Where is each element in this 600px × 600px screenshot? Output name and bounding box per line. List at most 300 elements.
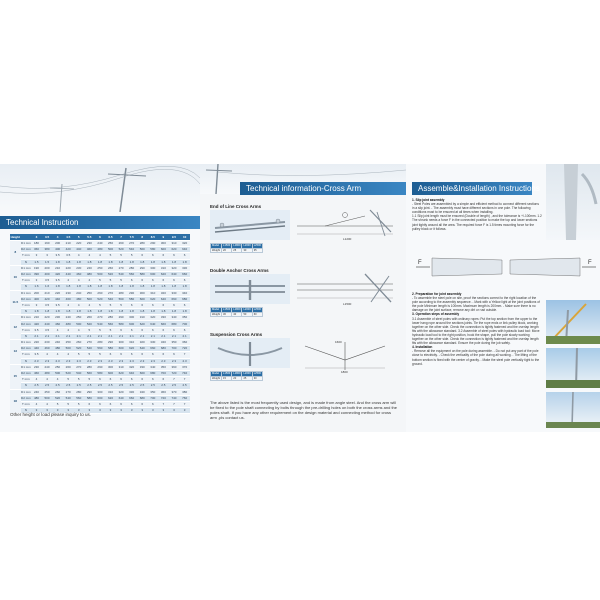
table-cell: 320 [126, 364, 137, 370]
table-cell: 600 [95, 395, 106, 401]
table-cell: 300 [158, 241, 169, 247]
table-column-header: 9 [158, 234, 169, 241]
table-column-header: 7 [116, 234, 127, 241]
double-anchor-weight-table: Model L1500 L1800 L2000 L2500 Weight 30 40 50 60 [212, 308, 261, 316]
table-cell: 660 [179, 271, 190, 277]
table-cell: 4 [84, 302, 95, 308]
table-cell: 1.8 [52, 259, 63, 265]
table-cell: 3.5 [63, 253, 74, 259]
technical-instruction-panel [0, 164, 200, 432]
table-cell: 1.8 [148, 284, 159, 290]
table-cell: 700 [158, 370, 169, 376]
table-cell: 260 [84, 315, 95, 321]
table-cell: 6 [95, 401, 106, 407]
table-cell: 1.8 [105, 259, 116, 265]
table-cell: 4 [31, 401, 42, 407]
table-cell: 3.5 [31, 352, 42, 358]
table-cell: 360 [158, 389, 169, 395]
height-group-cell: 15 [10, 364, 21, 389]
table-cell: 2.5 [126, 383, 137, 389]
table-cell: 440 [42, 321, 53, 327]
table-cell: 400 [42, 271, 53, 277]
table-cell: 2.1 [137, 333, 148, 339]
suspension-weight-table: Model L1500 L1800 L2000 L2500 Weight 15 20 25 30 [212, 372, 261, 380]
table-cell: 4 [42, 377, 53, 383]
table-cell: 310 [137, 315, 148, 321]
table-cell: 2.5 [169, 383, 180, 389]
table-column-header: Height [10, 234, 20, 239]
table-cell: 230 [73, 265, 84, 271]
table-cell: 5 [116, 253, 127, 259]
table-cell: 260 [73, 340, 84, 346]
table-cell: 240 [63, 315, 74, 321]
table-cell: 2.5 [52, 383, 63, 389]
table-cell: 280 [137, 241, 148, 247]
table-cell: 240 [95, 241, 106, 247]
table-cell: 1.8 [73, 259, 84, 265]
table-cell: 300 [148, 265, 159, 271]
table-cell: 640 [137, 346, 148, 352]
table-cell: 2.1 [73, 333, 84, 339]
table-cell: 310 [116, 364, 127, 370]
table-cell: 6 [137, 302, 148, 308]
table-cell: 240 [84, 265, 95, 271]
table-cell: 290 [116, 315, 127, 321]
table-cell: 2.1 [52, 333, 63, 339]
table-column-header: 5.5 [84, 234, 95, 241]
end-of-line-cross-arm-render [210, 210, 290, 240]
table-cell: 270 [105, 290, 116, 296]
table-cell: 3.5 [52, 278, 63, 284]
table-cell: 5 [63, 377, 74, 383]
table-cell: 620 [105, 395, 116, 401]
table-cell: 5 [105, 253, 116, 259]
brochure-spread [0, 164, 600, 432]
dimension-label: 1800 [341, 370, 348, 374]
table-cell: 660 [137, 370, 148, 376]
table-cell: 3 [84, 408, 95, 414]
row-label-cell: N [21, 259, 32, 265]
table-cell: 6 [148, 278, 159, 284]
table-cell: 290 [105, 340, 116, 346]
table-cell: 520 [52, 395, 63, 401]
table-cell: 640 [158, 296, 169, 302]
table-row [10, 401, 190, 407]
height-group-cell: 8 [10, 241, 21, 266]
table-row [10, 377, 190, 383]
table-row [10, 358, 190, 364]
table-cell: 2.1 [95, 333, 106, 339]
row-label-cell: D2 mm [21, 395, 31, 400]
end-of-line-title: End of Line Cross Arms [210, 204, 262, 209]
table-cell: 4 [84, 253, 95, 259]
table-cell: 6 [148, 327, 159, 333]
table-cell: 4 [63, 352, 74, 358]
table-cell: 580 [126, 296, 137, 302]
table-cell: 230 [31, 364, 42, 370]
table-column-header: 4.5 [63, 234, 74, 241]
height-group-cell: 13 [10, 340, 21, 365]
table-cell: 640 [116, 395, 127, 401]
table-cell: 540 [105, 296, 116, 302]
table-cell: 2.3 [63, 358, 74, 364]
table-cell: 4 [63, 278, 74, 284]
table-cell: 500 [73, 321, 84, 327]
table-cell: 3 [137, 408, 148, 414]
table-cell: 340 [148, 364, 159, 370]
suspension-cross-arm-render [210, 338, 290, 368]
table-cell: 500 [42, 395, 53, 401]
table-cell: 4 [73, 327, 84, 333]
table-cell: 6 [126, 327, 137, 333]
table-cell: 6 [126, 352, 137, 358]
table-cell: 6 [116, 377, 127, 383]
dimension-label: 1600 [335, 340, 342, 344]
table-row [10, 340, 190, 346]
table-cell: 1.8 [137, 259, 148, 265]
table-cell: 520 [84, 321, 95, 327]
table-cell: 6 [158, 377, 169, 383]
table-cell: 1.8 [84, 259, 95, 265]
table-cell: 280 [73, 389, 84, 395]
table-cell: 4 [84, 278, 95, 284]
table-row [10, 352, 190, 358]
table-cell: 2.5 [42, 383, 53, 389]
row-label-cell: D1 mm [21, 315, 31, 320]
table-cell: 2.1 [31, 333, 42, 339]
table-cell: 440 [63, 271, 74, 277]
table-cell: 200 [52, 241, 63, 247]
table-cell: 1.8 [179, 259, 190, 265]
table-cell: 250 [84, 290, 95, 296]
table-cell: 330 [137, 364, 148, 370]
table-cell: 1.8 [126, 284, 137, 290]
table-cell: 3.5 [42, 302, 53, 308]
table-cell: 2.1 [158, 333, 169, 339]
table-cell: 6 [158, 327, 169, 333]
table-cell: 420 [52, 271, 63, 277]
table-cell: 620 [137, 321, 148, 327]
row-label-cell: N [21, 383, 32, 389]
table-cell: 560 [116, 296, 127, 302]
table-column-header: 6 [95, 234, 106, 241]
table-column-header: 7.5 [126, 234, 137, 241]
table-cell: 220 [31, 340, 42, 346]
table-cell: 6 [148, 377, 159, 383]
table-cell: 3 [31, 278, 42, 284]
table-cell: 1.8 [116, 284, 127, 290]
table-cell: 5 [105, 327, 116, 333]
table-cell: 420 [63, 247, 74, 253]
table-cell: 1.8 [73, 309, 84, 315]
table-cell: 290 [126, 290, 137, 296]
table-cell: 400 [52, 247, 63, 253]
height-group-cell: 11.5 [10, 290, 21, 315]
table-cell: 210 [31, 315, 42, 321]
table-cell: 6 [148, 401, 159, 407]
finished-pole-photo [546, 392, 600, 428]
table-cell: 2.5 [137, 383, 148, 389]
table-cell: 560 [73, 395, 84, 401]
table-cell: 480 [52, 346, 63, 352]
table-cell: 390 [31, 271, 42, 277]
row-label-cell: D1 mm [21, 241, 31, 246]
row-label-cell: D1 mm [21, 364, 31, 369]
table-cell: 320 [148, 315, 159, 321]
table-row [10, 253, 190, 259]
table-cell: 6 [158, 352, 169, 358]
table-row [10, 370, 190, 376]
table-cell: 7 [158, 401, 169, 407]
table-cell: 190 [42, 241, 53, 247]
table-cell: 540 [84, 346, 95, 352]
table-cell: 620 [126, 346, 137, 352]
table-row [10, 271, 190, 277]
table-cell: 290 [137, 265, 148, 271]
table-column-header: 10 [179, 234, 190, 241]
row-label-cell: T mm [22, 302, 30, 307]
table-cell: 210 [52, 265, 63, 271]
table-cell: 3 [31, 408, 42, 414]
table-cell: 720 [169, 370, 180, 376]
row-label-cell: D1 mm [21, 290, 31, 295]
table-cell: 4 [73, 278, 84, 284]
table-cell: 260 [116, 241, 127, 247]
table-row [10, 383, 190, 389]
table-cell: 1.8 [158, 284, 169, 290]
table-cell: 240 [31, 389, 42, 395]
table-cell: 6 [169, 278, 180, 284]
table-cell: 1.8 [158, 309, 169, 315]
table-cell: 6 [169, 352, 180, 358]
table-cell: 2.5 [31, 383, 42, 389]
table-cell: 540 [63, 395, 74, 401]
height-group-cell: 10 [10, 265, 21, 290]
table-cell: 370 [179, 364, 190, 370]
row-label-cell: D1 mm [21, 265, 31, 270]
table-cell: 580 [84, 395, 95, 401]
table-cell: 290 [95, 364, 106, 370]
table-cell: 380 [42, 247, 53, 253]
table-cell: 1.8 [31, 309, 42, 315]
table-cell: 360 [179, 340, 190, 346]
row-label-cell: N [21, 309, 32, 315]
table-cell: 2.3 [84, 358, 95, 364]
table-cell: 1.8 [126, 309, 137, 315]
table-cell: 4 [42, 401, 53, 407]
table-cell: 340 [158, 340, 169, 346]
table-cell: 2.3 [137, 358, 148, 364]
suspension-title: Suspension Cross Arms [210, 332, 263, 337]
table-cell: 2.3 [126, 358, 137, 364]
table-cell: 360 [31, 247, 42, 253]
table-cell: 420 [42, 296, 53, 302]
table-cell: 1.8 [52, 284, 63, 290]
table-cell: 480 [42, 370, 53, 376]
table-cell: 260 [95, 290, 106, 296]
table-cell: 220 [73, 241, 84, 247]
table-cell: 6 [169, 327, 180, 333]
table-cell: 4 [52, 377, 63, 383]
table-cell: 580 [105, 346, 116, 352]
table-cell: 2.5 [73, 383, 84, 389]
table-cell: 500 [52, 370, 63, 376]
table-cell: 1.5 [31, 259, 42, 265]
table-cell: 660 [148, 346, 159, 352]
table-cell: 1.8 [148, 309, 159, 315]
table-cell: 2.3 [116, 358, 127, 364]
table-cell: 250 [105, 241, 116, 247]
table-cell: 260 [52, 389, 63, 395]
assembly-title: Assemble&Installation Instructions [412, 182, 532, 195]
table-cell: 250 [42, 389, 53, 395]
table-cell: 6 [169, 253, 180, 259]
table-cell: 6 [137, 401, 148, 407]
table-cell: 680 [137, 395, 148, 401]
preparation-text: 2. Preparation for joint assembly - To assemble the steel pole on site, proof the sections correct to the right location of the pole according to the assembly sequence. - Mark with a Yellow light at the joint positions of the pole Minimum length is 100mm. Maximum length is 200mm. - Make sure there is no damage on the joint surface, remove any dirt or rust outside. 3. Operation steps of assembly 3.1 Assemble of steel poles with ordinary ropes: Put the top section from the upper to the lower hang rope around the sections joints. Tie the rope ends or link pulley block, working together on the other side. Check the connection is tightly fastened and the overlap length fits with the allowance standard. 3.2 Assemble of steel poles with hydraulic load tool: Move hydraulic load tool to the right position, hook the shape, pull the pole slowly working together on the other side. Check the connection is tightly fastened and the overlap length fits with the allowance standard. Ensure the pole during the job safely. 4. Installation - Remove all the equipment on the pole during assemble. - Do not put any part of the pole close to electricity. - Check the verticality of the pole during all working. - The lifting of the bottom section is fixed with the center of gravity. - Make the steel pole vertically tight to the ground. [412, 292, 540, 366]
table-cell: 250 [52, 364, 63, 370]
table-cell: 4 [95, 253, 106, 259]
table-cell: 2.3 [169, 358, 180, 364]
table-cell: 6 [105, 352, 116, 358]
table-cell: 3 [158, 408, 169, 414]
row-label-cell: D1 mm [21, 340, 31, 345]
table-cell: 440 [73, 247, 84, 253]
table-cell: 6 [116, 327, 127, 333]
table-cell: 3 [52, 408, 63, 414]
table-cell: 200 [31, 290, 42, 296]
table-cell: 600 [148, 271, 159, 277]
table-cell: 320 [179, 241, 190, 247]
table-cell: 6 [169, 302, 180, 308]
table-row [10, 290, 190, 296]
table-cell: 190 [31, 265, 42, 271]
table-cell: 560 [126, 271, 137, 277]
table-cell: 2.3 [148, 358, 159, 364]
table-cell: 250 [95, 265, 106, 271]
table-cell: 620 [158, 271, 169, 277]
cross-arm-title: Technical information-Cross Arm [240, 182, 406, 195]
height-group-cell: 12 [10, 315, 21, 340]
table-cell: 1.8 [169, 284, 180, 290]
table-cell: 250 [73, 315, 84, 321]
row-label-cell: T mm [22, 278, 30, 283]
row-label-cell: D2 mm [21, 321, 31, 326]
table-cell: 6 [148, 352, 159, 358]
table-column-header: 4 [52, 234, 63, 241]
table-cell: 310 [105, 389, 116, 395]
table-cell: 1.8 [63, 284, 74, 290]
table-cell: 480 [95, 247, 106, 253]
table-cell: 6 [158, 278, 169, 284]
table-cell: 440 [52, 296, 63, 302]
row-label-cell: D2 mm [21, 371, 31, 376]
table-cell: 680 [169, 321, 180, 327]
table-cell: 2.5 [63, 383, 74, 389]
table-cell: 200 [42, 265, 53, 271]
table-cell: 210 [42, 290, 53, 296]
row-label-cell: T mm [22, 253, 30, 258]
table-cell: 600 [105, 370, 116, 376]
table-cell: 440 [31, 346, 42, 352]
table-cell: 1.8 [169, 309, 180, 315]
table-cell: 360 [169, 364, 180, 370]
table-cell: 3 [42, 253, 53, 259]
table-cell: 2.1 [116, 333, 127, 339]
table-cell: 1.8 [63, 259, 74, 265]
table-cell: 1.8 [137, 284, 148, 290]
table-cell: 330 [158, 315, 169, 321]
table-cell: 6 [137, 253, 148, 259]
table-cell: 500 [63, 346, 74, 352]
table-cell: 5 [95, 327, 106, 333]
table-cell: 2.5 [95, 383, 106, 389]
table-cell: 3 [31, 302, 42, 308]
table-cell: 1.8 [179, 284, 190, 290]
row-label-cell: N [21, 408, 32, 414]
row-label-cell: T mm [22, 352, 30, 357]
table-cell: 270 [116, 265, 127, 271]
table-cell: 5 [63, 401, 74, 407]
table-cell: 5 [116, 278, 127, 284]
table-cell: 560 [137, 247, 148, 253]
row-label-cell: D2 mm [21, 247, 31, 252]
table-cell: 1.8 [84, 309, 95, 315]
table-cell: 5 [73, 352, 84, 358]
table-row [10, 364, 190, 370]
table-cell: 520 [73, 346, 84, 352]
table-cell: 270 [84, 340, 95, 346]
double-anchor-title: Double Anchor Cross Arms [210, 268, 269, 273]
table-cell: 220 [52, 290, 63, 296]
table-cell: 760 [179, 395, 190, 401]
row-label-cell: N [21, 333, 32, 339]
table-cell: 2.3 [42, 358, 53, 364]
table-cell: 4 [31, 377, 42, 383]
table-cell: 3 [148, 408, 159, 414]
table-cell: 2.1 [126, 333, 137, 339]
table-cell: 2.3 [179, 358, 190, 364]
table-cell: 2.5 [105, 383, 116, 389]
table-cell: 7 [179, 377, 190, 383]
table-cell: 6 [84, 401, 95, 407]
table-cell: 5 [105, 278, 116, 284]
table-row [10, 278, 190, 284]
table-cell: 540 [126, 247, 137, 253]
table-cell: 2.5 [179, 383, 190, 389]
table-cell: 310 [158, 265, 169, 271]
table-cell: 1.8 [73, 284, 84, 290]
table-column-header: 3 [31, 234, 42, 241]
table-cell: 3 [63, 408, 74, 414]
table-cell: 520 [63, 370, 74, 376]
table-cell: 3 [169, 408, 180, 414]
table-cell: 5 [116, 302, 127, 308]
suspension-drawing [295, 338, 395, 374]
table-cell: 1.8 [158, 259, 169, 265]
table-cell: 700 [148, 395, 159, 401]
inquiry-footnote: Other height or load please inquiry to us. [10, 412, 92, 417]
table-cell: 3.5 [31, 327, 42, 333]
table-cell: 3 [73, 408, 84, 414]
slip-joint-text: 1. Slip joint assembly - Steel Poles are assembled by a simple and efficient method to connect different sections in a slip joint. - The assembly must have different sections in one pole. The following conditions must to be ensured at all times when installing. 1.1 Slip joint length must be ensured (Double of length) , and the tolerance is +/-100mm. 1.2 The shrunk needs a force F in the connected position to make the top and lower sections joint tightly around all the area. The required force F is 1.5 times mounting force for the pulley block or it follows. [412, 198, 542, 231]
table-cell: 350 [179, 315, 190, 321]
table-cell: 600 [158, 247, 169, 253]
table-row [10, 395, 190, 401]
table-cell: 580 [137, 271, 148, 277]
table-row [10, 321, 190, 327]
table-cell: 7 [179, 352, 190, 358]
